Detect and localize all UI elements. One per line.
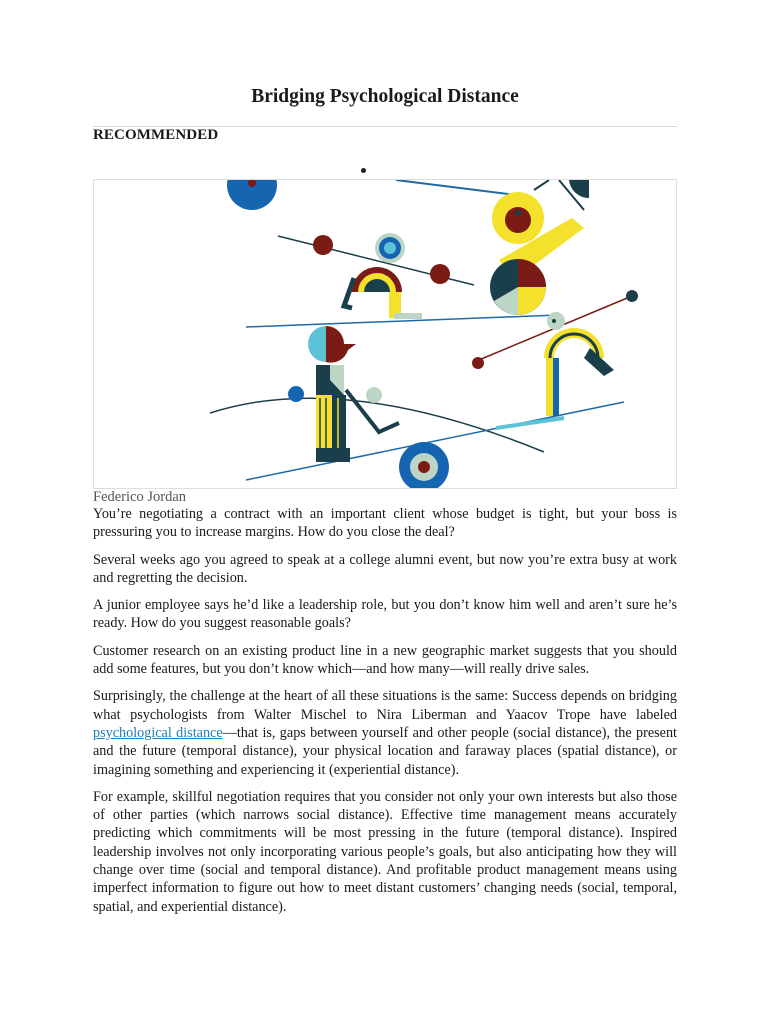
paragraph [93,687,677,778]
paragraph: For example, skillful negotiation requires that you consider not only your own interests but also those of other parties (which narrows social distance). Effective time management means accurately predicting which commitments will be most pressing in the future (temporal distance). Inspired leadership involves not only incorporating various people’s goals, but also anticipating how they will change over time (social and temporal distance). And profitable product management means using imperfect information to figure out how to meet distant customers’ changing needs (social, temporal, spatial, and experiential distance). [93,788,677,915]
paragraph: Customer research on an existing product line in a new geographic market suggests that you should add some features, but you don’t know which—and how many—will really drive sales. [93,642,677,678]
image-credit: Federico Jordan [93,489,187,505]
article-body [93,505,677,925]
paragraph: A junior employee says he’d like a leadership role, but you don’t know him well and aren’t sure he’s ready. How do you suggest reasonable goals? [93,597,677,632]
section-label: RECOMMENDED [93,127,219,143]
paragraph: You’re negotiating a contract with an important client whose budget is tight, but your boss is pressuring you to increase margins. How do you close the deal? [93,506,677,541]
psychological-distance-link[interactable]: psychological distance [93,724,223,741]
paragraph-text: —that is, gaps between yourself and other people (social distance), the present and the future (temporal distance), your physical location and faraway places (spatial distance), or imagining something and experiencing it (experiential distance). [93,724,677,778]
article-title: Bridging Psychological Distance [251,86,519,107]
paragraph: Several weeks ago you agreed to speak at a college alumni event, but now you’re extra busy at work and regretting the decision. [93,551,677,586]
illustration-svg [94,180,677,489]
bullet-dot [361,168,366,173]
paragraph-text: Surprisingly, the challenge at the heart of all these situations is the same: Success depends on bridging what psychologists from Walter Mischel to Nira Liberman and Yaacov Trope have labeled [93,688,677,723]
article-illustration [93,179,677,489]
